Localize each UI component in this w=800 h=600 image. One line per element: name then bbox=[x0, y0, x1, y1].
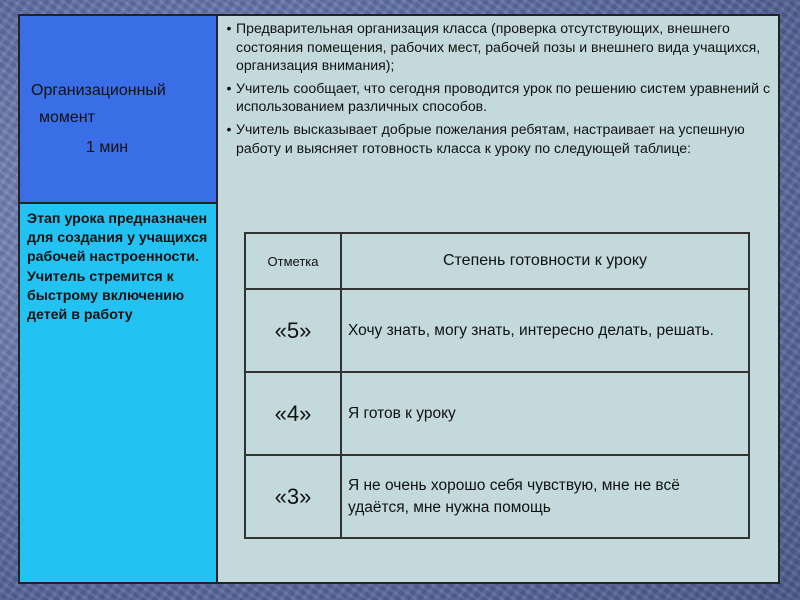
readiness-cell: Хочу знать, могу знать, интересно делать, решать. bbox=[341, 289, 749, 372]
stage-title-line2: момент bbox=[39, 109, 95, 126]
bullet-text: Учитель высказывает добрые пожелания ребятам, настраивает на успешную работу и выясняет готовность класса к уроку по следующей таблице: bbox=[236, 120, 745, 156]
bullet-text: Учитель сообщает, что сегодня проводится урок по решению систем уравнений с использованием различных способов. bbox=[236, 79, 771, 115]
grade-cell: «5» bbox=[245, 289, 341, 372]
bullet-text: Предварительная организация класса (проверка отсутствующих, внешнего состояния помещения, рабочих мест, рабочей позы и внешнего вида учащихся, организация внимания); bbox=[236, 20, 761, 74]
bullet-item bbox=[224, 120, 770, 157]
readiness-cell: Я не очень хорошо себя чувствую, мне не всё удаётся, мне нужна помощь bbox=[341, 455, 749, 538]
stage-description: Этап урока предназначен для создания у учащихся рабочей настроенности. Учитель стремится к быстрому включению детей в работу bbox=[20, 204, 216, 582]
header-degree: Степень готовности к уроку bbox=[341, 233, 749, 289]
header-mark: Отметка bbox=[245, 233, 341, 289]
stage-title-line1: Организационный bbox=[31, 82, 166, 99]
grade-cell: «3» bbox=[245, 455, 341, 538]
grade-cell: «4» bbox=[245, 372, 341, 455]
table-header-row bbox=[245, 233, 749, 289]
table-row bbox=[245, 455, 749, 538]
left-column bbox=[20, 16, 218, 582]
right-column bbox=[220, 16, 778, 582]
bullet-marker: • bbox=[226, 79, 232, 96]
bullet-marker: • bbox=[226, 120, 232, 137]
stage-title-cell bbox=[20, 16, 216, 204]
table-row bbox=[245, 372, 749, 455]
bullet-item bbox=[224, 79, 770, 116]
readiness-table bbox=[244, 232, 750, 539]
readiness-cell: Я готов к уроку bbox=[341, 372, 749, 455]
stage-duration: 1 мин bbox=[86, 139, 129, 156]
table-row bbox=[245, 289, 749, 372]
bullet-marker: • bbox=[226, 20, 232, 36]
slide bbox=[18, 14, 780, 584]
bullet-item bbox=[224, 19, 770, 75]
